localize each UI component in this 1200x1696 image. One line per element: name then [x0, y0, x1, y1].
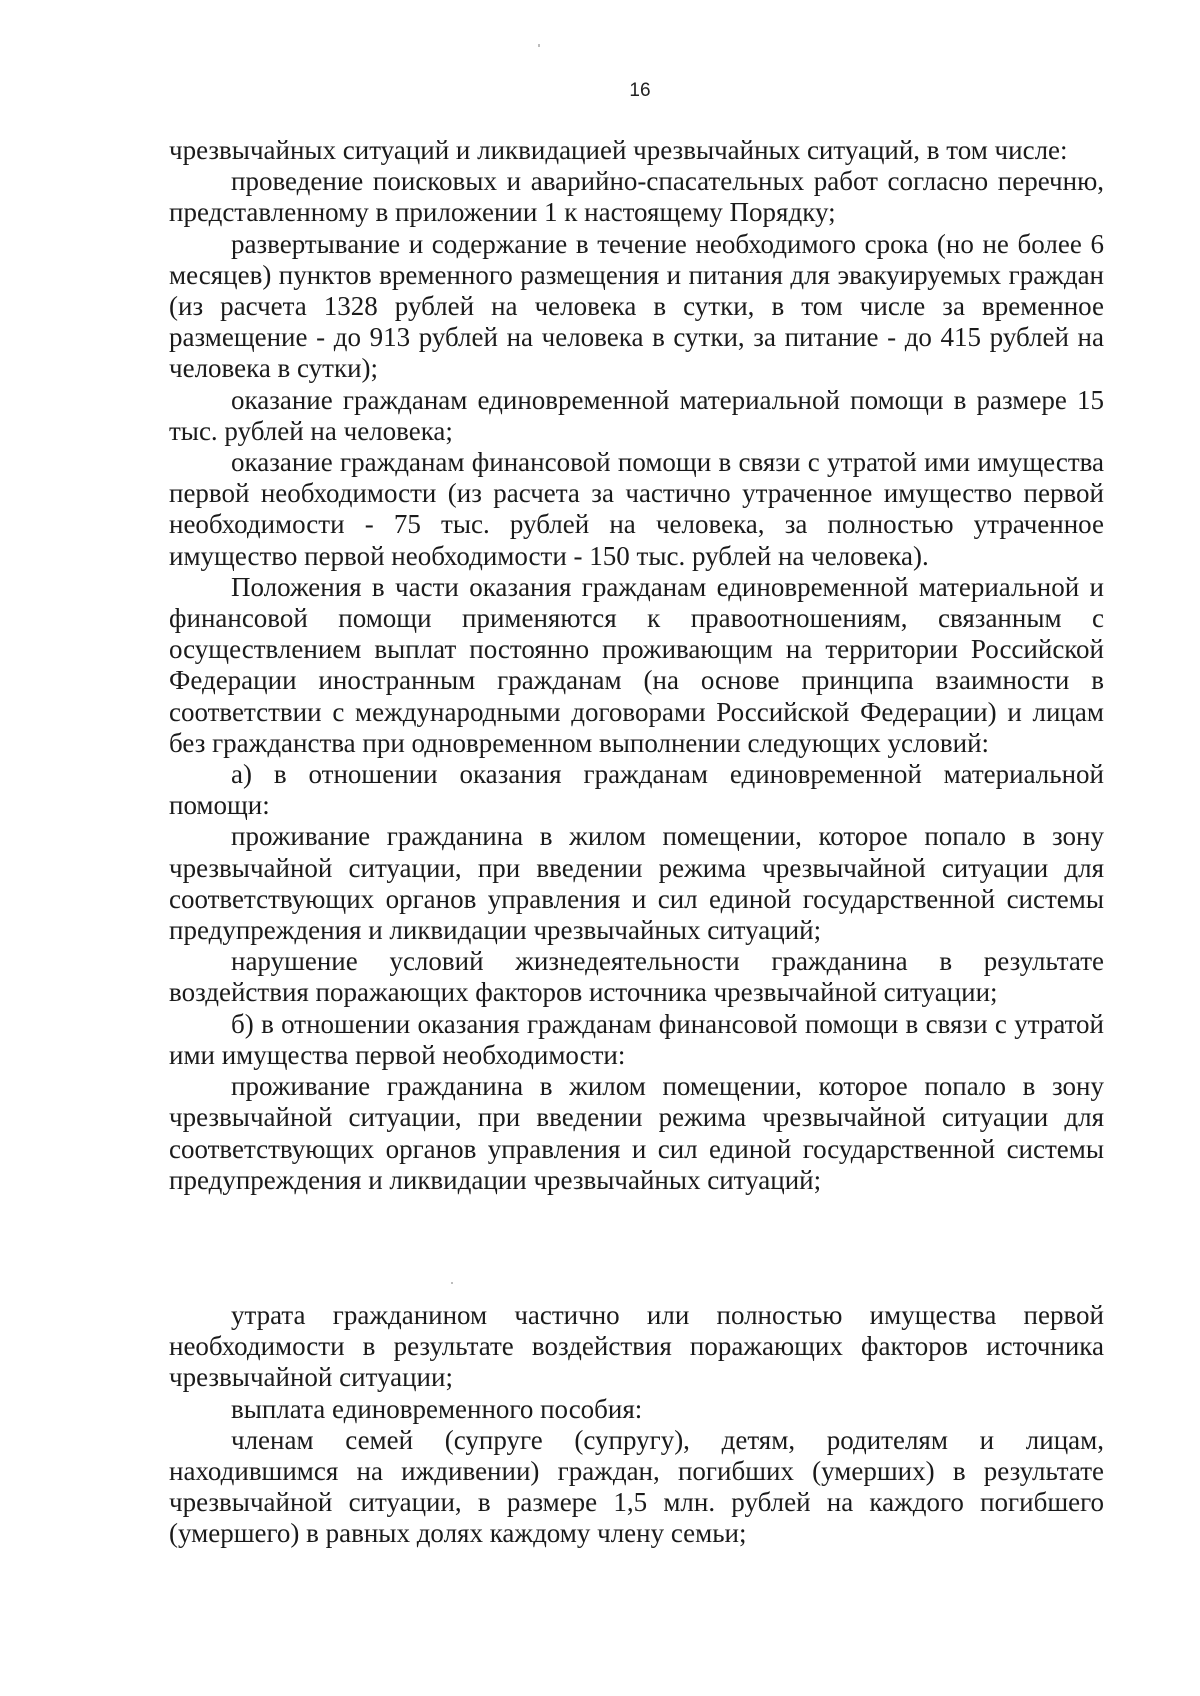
scan-speck [538, 44, 540, 47]
paragraph: выплата единовременного пособия: [231, 1393, 643, 1424]
body-text-lower [169, 1300, 1104, 1550]
page-number: 16 [629, 80, 651, 101]
paragraph: оказание гражданам финансовой помощи в связи с утратой ими имущества первой необходимости (из расчета за частично утраченное имущество первой необходимости - 75 тыс. рублей на человека, за полностью утраченное имущество первой необходимости - 150 тыс. рублей на человека). [169, 447, 1104, 571]
paragraph: утрата гражданином частично или полностью имущества первой необходимости в результате воздействия поражающих факторов источника чрезвычайной ситуации; [169, 1300, 1104, 1393]
scan-speck [451, 1282, 453, 1284]
paragraph: развертывание и содержание в течение необходимого срока (но не более 6 месяцев) пунктов временного размещения и питания для эвакуируемых граждан (из расчета 1328 рублей на человека в сутки, в том числе за временное размещение - до 913 рублей на человека в сутки, за питание - до 415 рублей на человека в сутки); [169, 228, 1104, 384]
paragraph: проведение поисковых и аварийно-спасательных работ согласно перечню, представленному в приложении 1 к настоящему Порядку; [169, 166, 1104, 228]
paragraph: б) в отношении оказания гражданам финансовой помощи в связи с утратой ими имущества первой необходимости: [169, 1008, 1104, 1070]
paragraph: а) в отношении оказания гражданам единовременной материальной помощи: [169, 759, 1104, 821]
paragraph: чрезвычайных ситуаций и ликвидацией чрезвычайных ситуаций, в том числе: [169, 135, 1068, 165]
paragraph: членам семей (супруге (супругу), детям, родителям и лицам, находившимся на иждивении) граждан, погибших (умерших) в результате чрезвычайной ситуации, в размере 1,5 млн. рублей на каждого погибшего (умершего) в равных долях каждому члену семьи; [169, 1424, 1104, 1549]
paragraph: проживание гражданина в жилом помещении, которое попало в зону чрезвычайной ситуации, при введении режима чрезвычайной ситуации для соответствующих органов управления и сил единой государственной системы предупреждения и ликвидации чрезвычайных ситуаций; [169, 1071, 1104, 1195]
paragraph: нарушение условий жизнедеятельности гражданина в результате воздействия поражающих факторов источника чрезвычайной ситуации; [169, 946, 1104, 1008]
paragraph: проживание гражданина в жилом помещении, которое попало в зону чрезвычайной ситуации, при введении режима чрезвычайной ситуации для соответствующих органов управления и сил единой государственной системы предупреждения и ликвидации чрезвычайных ситуаций; [169, 821, 1104, 946]
paragraph: оказание гражданам единовременной материальной помощи в размере 15 тыс. рублей на человека; [169, 384, 1104, 446]
paragraph: Положения в части оказания гражданам единовременной материальной и финансовой помощи применяются к правоотношениям, связанным с осуществлением выплат постоянно проживающим на территории Российской Федерации иностранным гражданам (на основе принципа взаимности в соответствии с международными договорами Российской Федерации) и лицам без гражданства при одновременном выполнении следующих условий: [169, 571, 1104, 758]
body-text-upper [169, 135, 1104, 1196]
